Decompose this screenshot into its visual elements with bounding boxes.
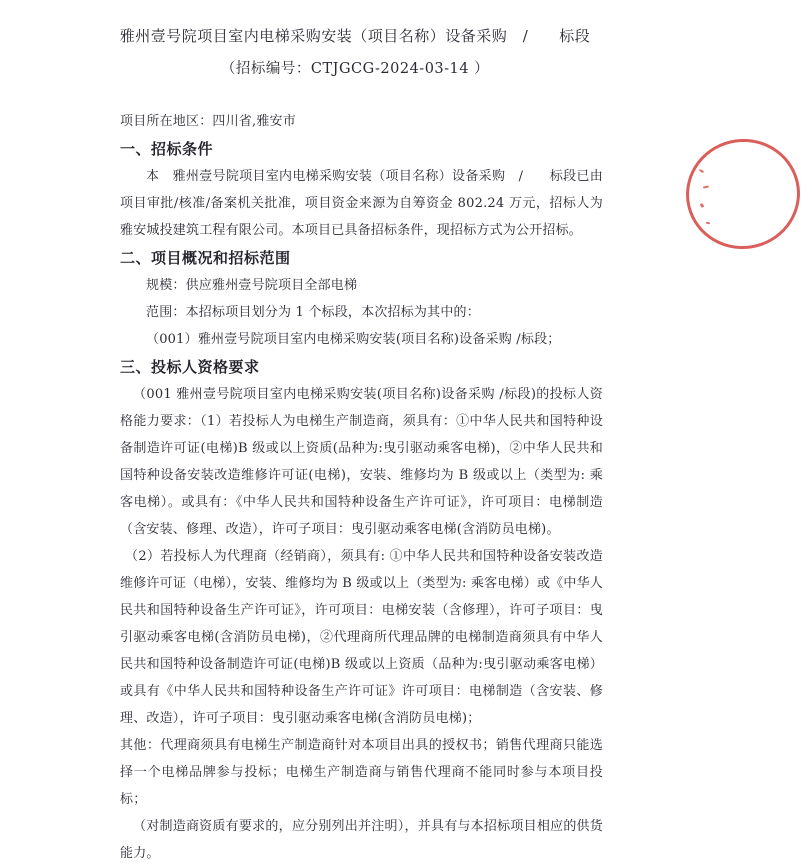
- doc-line: （对制造商资质有要求的，应分别列出并注明），并具有与本招标项目相应的供货能力。: [120, 819, 603, 861]
- doc-line: （001 雅州壹号院项目室内电梯采购安装(项目名称)设备采购 /标段)的投标人资格能力要求：（1）若投标人为电梯生产制造商，须具有：①中华人民共和国特种设备制造许可证(电梯)B 级或以上资质(品种为:曳引驱动乘客电梯)，②中华人民共和国特种设备安装改造维修许可证(电梯)，安装、维修均为 B 级或以上（类型为: 乘客电梯）。或具有：《中华人民共和国特种设备生产许可证》，许可项目：电梯制造（含安装、修理、改造），许可子项目：曳引驱动乘客电梯(含消防员电梯)。: [120, 387, 603, 537]
- seal-ring-icon: [679, 132, 807, 257]
- document-body: [120, 108, 603, 867]
- doc-line: 一、招标条件: [120, 140, 214, 158]
- doc-line: 规模：供应雅州壹号院项目全部电梯: [146, 278, 358, 293]
- doc-line: 范围：本招标项目划分为 1 个标段，本次招标为其中的：: [146, 305, 480, 320]
- doc-line: 三、投标人资格要求: [120, 358, 260, 376]
- doc-line: 项目所在地区：四川省,雅安市: [120, 114, 296, 129]
- doc-line: （2）若投标人为代理商（经销商），须具有: ①中华人民共和国特种设备安装改造维修许可证（电梯），安装、维修均为 B 级或以上（类型为: 乘客电梯）或《中华人民共和国特种设备生产许可证》，许可项目：电梯安装（含修理），许可子项目：曳引驱动乘客电梯(含消防员电梯)，②代理商所代理品牌的电梯制造商须具有中华人民共和国特种设备制造许可证(电梯)B 级或以上资质（品种为:曳引驱动乘客电梯）或具有《中华人民共和国特种设备生产许可证》许可项目：电梯制造（含安装、修理、改造），许可子项目：曳引驱动乘客电梯(含消防员电梯)；: [120, 549, 603, 726]
- doc-line: （001）雅州壹号院项目室内电梯采购安装(项目名称)设备采购 /标段；: [146, 332, 561, 347]
- seal-text-mark: [706, 222, 710, 225]
- doc-line: 二、项目概况和招标范围: [120, 249, 291, 267]
- doc-line: 其他：代理商须具有电梯生产制造商针对本项目出具的授权书；销售代理商只能选择一个电梯品牌参与投标；电梯生产制造商与销售代理商不能同时参与本项目投标；: [120, 738, 603, 807]
- tender-number-line: （招标编号：CTJGCG-2024-03-14 ）: [220, 61, 490, 77]
- document-header: [0, 0, 710, 86]
- document-title: 雅州壹号院项目室内电梯采购安装（项目名称）设备采购 / 标段: [119, 27, 591, 45]
- doc-line: 本 雅州壹号院项目室内电梯采购安装（项目名称）设备采购 / 标段已由项目审批/核准/备案机关批准，项目资金来源为自筹资金 802.24 万元，招标人为雅安城投建筑工程有限公司。本项目已具备招标条件，现招标方式为公开招标。: [120, 169, 603, 238]
